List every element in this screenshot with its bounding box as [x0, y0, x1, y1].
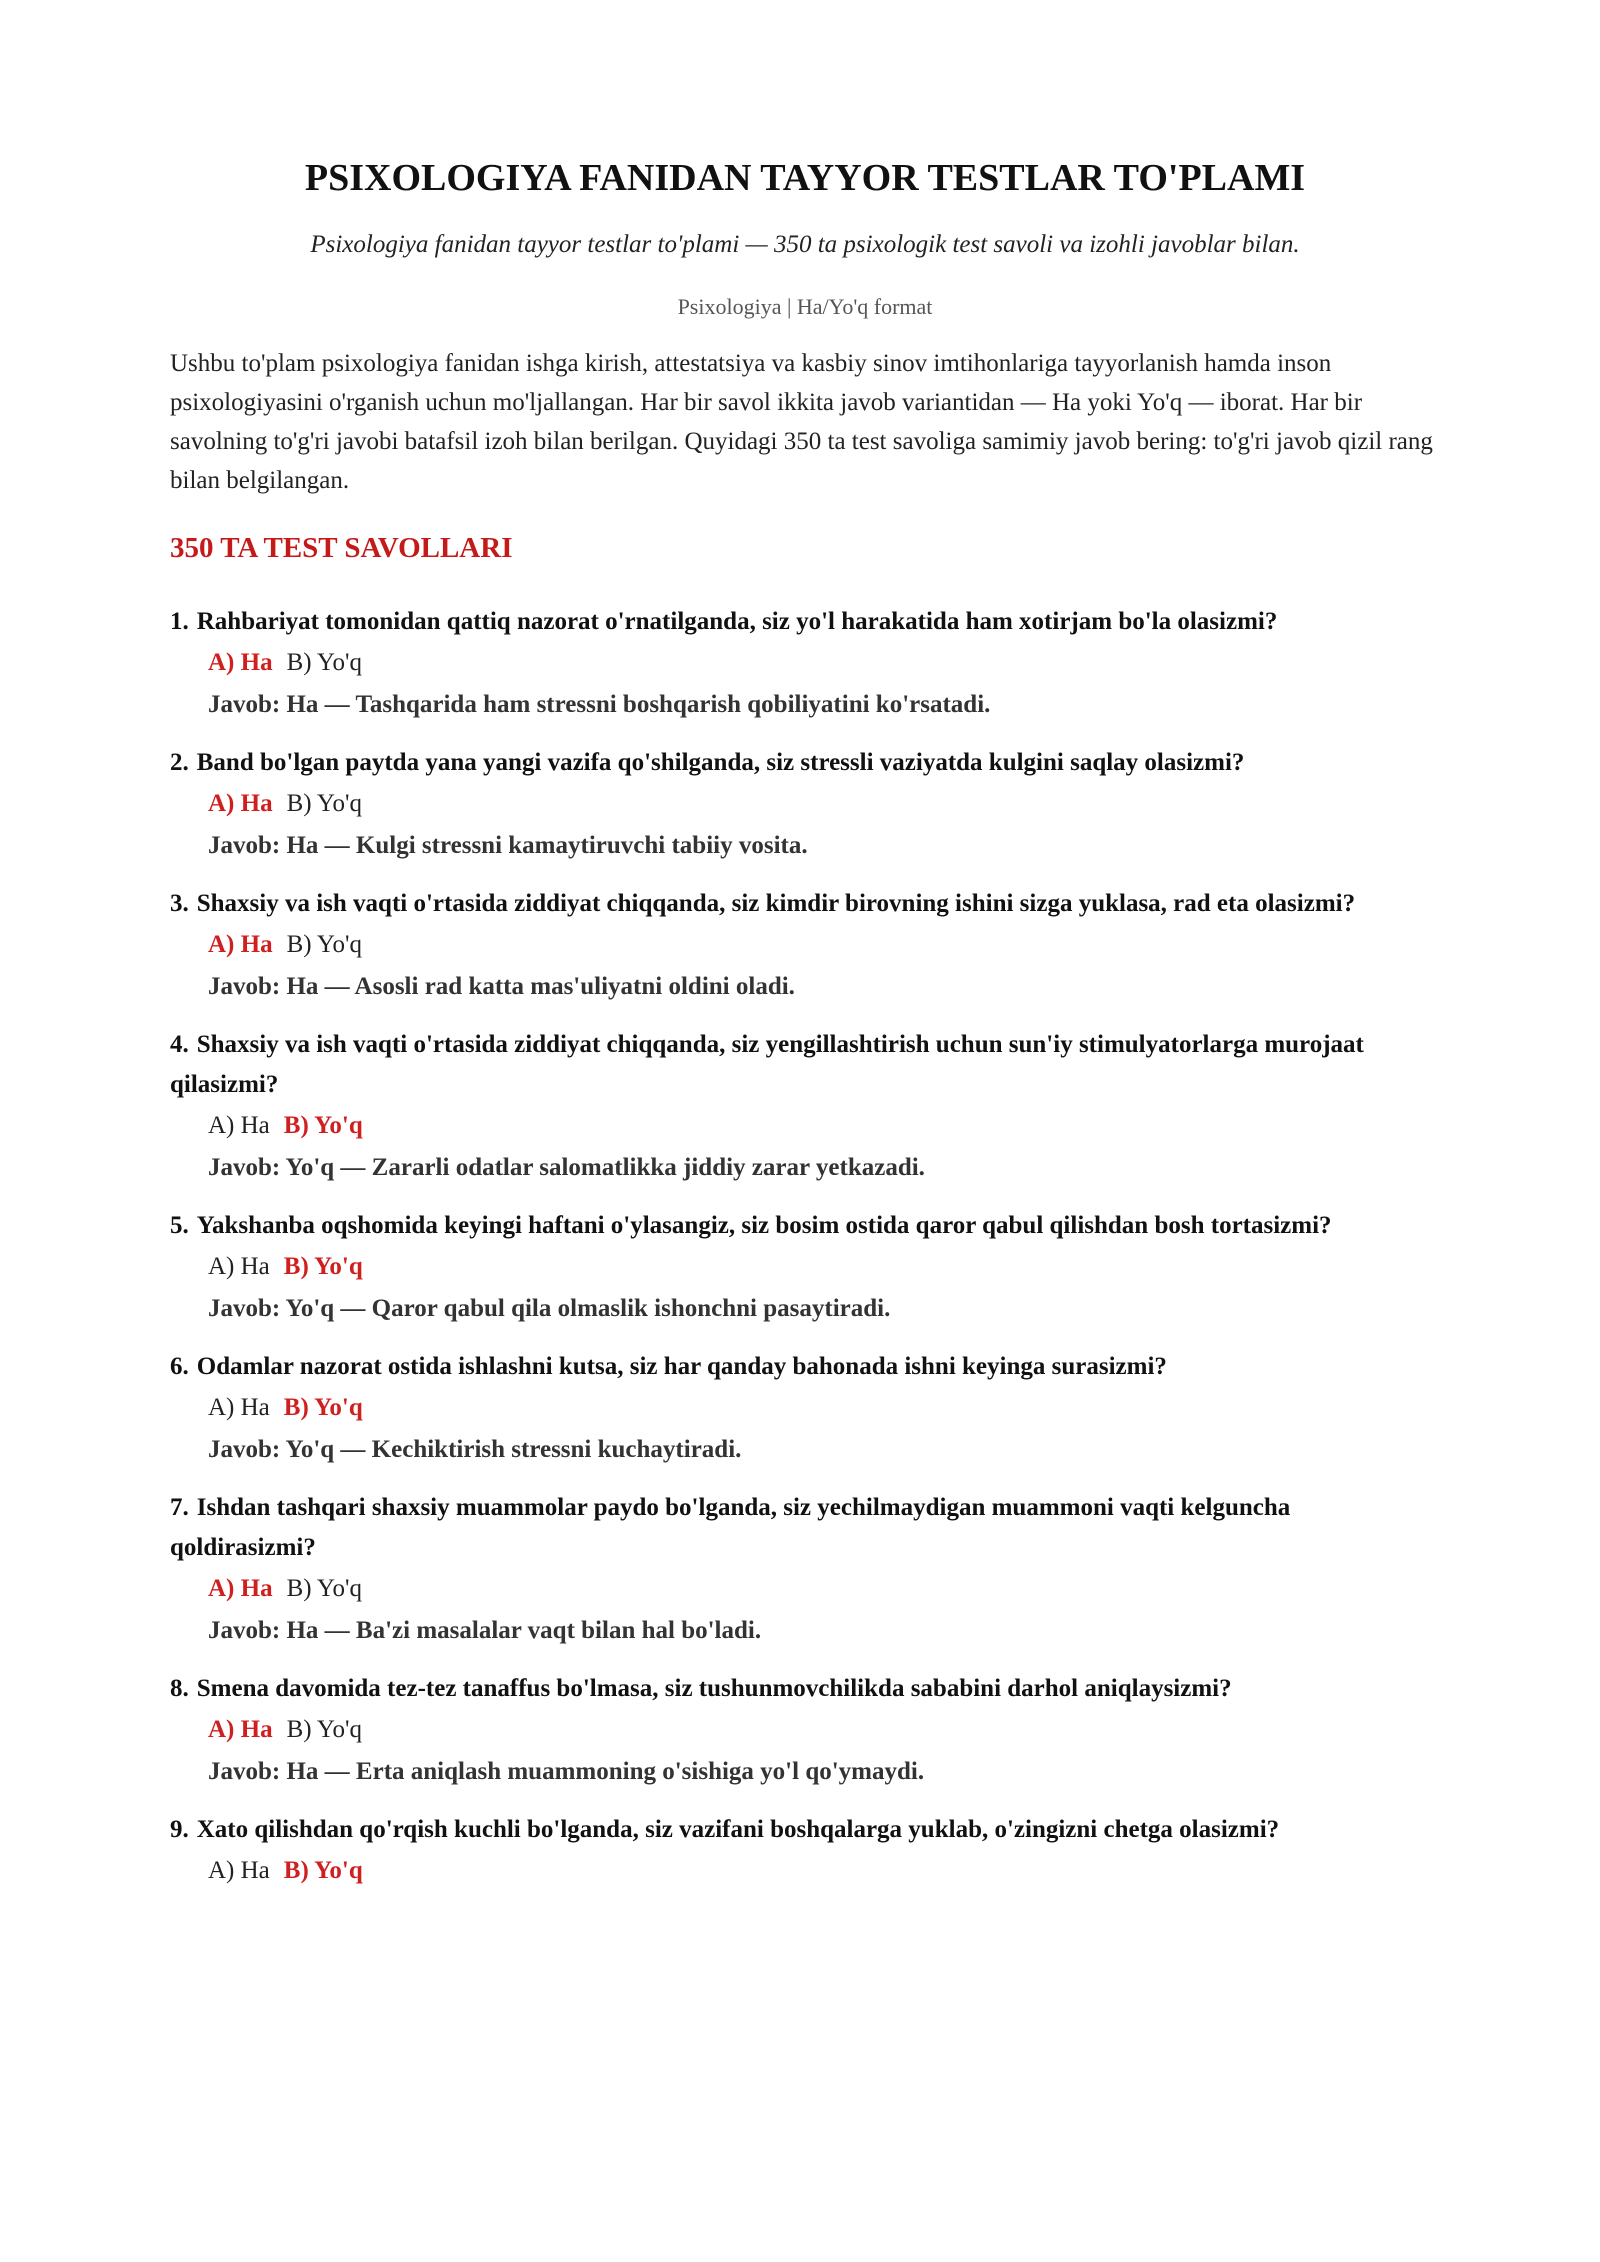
- document-meta: Psixologiya | Ha/Yo'q format: [677, 294, 933, 319]
- question-number: 7.: [170, 1494, 189, 1521]
- option-correct: A) Ha: [208, 649, 273, 676]
- question-text: [170, 1347, 1440, 1387]
- answer-explanation: Javob: Ha — Tashqarida ham stressni boshqarish qobiliyatini ko'rsatadi.: [208, 691, 991, 718]
- question-text: [170, 1206, 1440, 1246]
- option-correct: A) Ha: [208, 931, 273, 958]
- option-correct: A) Ha: [208, 1716, 273, 1743]
- question-body: Ishdan tashqari shaxsiy muammolar paydo bo'lganda, siz yechilmaydigan muammoni vaqti kelguncha qoldirasizmi?: [170, 1494, 1291, 1561]
- option: A) Ha: [208, 1857, 270, 1884]
- question-text: [170, 1669, 1440, 1709]
- option: B) Yo'q: [286, 1575, 362, 1602]
- option: B) Yo'q: [286, 931, 362, 958]
- question-number: 3.: [170, 890, 189, 917]
- option-correct: B) Yo'q: [283, 1112, 363, 1139]
- question-number: 5.: [170, 1212, 189, 1239]
- question-item: [170, 1347, 1440, 1471]
- question-text: [170, 884, 1440, 924]
- section-heading: 350 TA TEST SAVOLLARI: [170, 532, 513, 564]
- question-body: Shaxsiy va ish vaqti o'rtasida ziddiyat chiqqanda, siz kimdir birovning ishini sizga yuklasa, rad eta olasizmi?: [196, 890, 1356, 917]
- answer-options: [170, 1246, 1440, 1288]
- answer-options: [170, 642, 1440, 684]
- answer-options: [170, 1105, 1440, 1147]
- document-page: [170, 150, 1440, 1909]
- option-correct: B) Yo'q: [283, 1394, 363, 1421]
- answer-options: [170, 1387, 1440, 1429]
- option-correct: B) Yo'q: [283, 1253, 363, 1280]
- question-body: Yakshanba oqshomida keyingi haftani o'ylasangiz, siz bosim ostida qaror qabul qilishdan bosh tortasizmi?: [196, 1212, 1332, 1239]
- question-item: [170, 1206, 1440, 1330]
- question-list: [170, 602, 1440, 1892]
- question-text: [170, 1488, 1440, 1568]
- answer-explanation: Javob: Ha — Erta aniqlash muammoning o'sishiga yo'l qo'ymaydi.: [208, 1758, 925, 1785]
- question-body: Band bo'lgan paytda yana yangi vazifa qo'shilganda, siz stressli vaziyatda kulgini saqlay olasizmi?: [196, 749, 1245, 776]
- option: A) Ha: [208, 1253, 270, 1280]
- question-number: 6.: [170, 1353, 189, 1380]
- answer-options: [170, 783, 1440, 825]
- option-correct: A) Ha: [208, 790, 273, 817]
- question-body: Rahbariyat tomonidan qattiq nazorat o'rnatilganda, siz yo'l harakatida ham xotirjam bo'la olasizmi?: [196, 608, 1278, 635]
- question-text: [170, 602, 1440, 642]
- answer-options: [170, 1850, 1440, 1892]
- question-item: [170, 1025, 1440, 1189]
- question-body: Odamlar nazorat ostida ishlashni kutsa, siz har qanday bahonada ishni keyinga surasizmi?: [196, 1353, 1167, 1380]
- question-item: [170, 1669, 1440, 1793]
- question-text: [170, 1025, 1440, 1105]
- question-number: 8.: [170, 1675, 189, 1702]
- option: A) Ha: [208, 1112, 270, 1139]
- answer-options: [170, 924, 1440, 966]
- answer-explanation: Javob: Ha — Asosli rad katta mas'uliyatni oldini oladi.: [208, 973, 795, 1000]
- question-body: Xato qilishdan qo'rqish kuchli bo'lganda, siz vazifani boshqalarga yuklab, o'zingizni chetga olasizmi?: [196, 1816, 1280, 1843]
- answer-options: [170, 1568, 1440, 1610]
- option: B) Yo'q: [286, 790, 362, 817]
- question-item: [170, 743, 1440, 867]
- question-item: [170, 1810, 1440, 1892]
- question-item: [170, 884, 1440, 1008]
- question-text: [170, 743, 1440, 783]
- question-number: 2.: [170, 749, 189, 776]
- question-number: 4.: [170, 1031, 189, 1058]
- answer-explanation: Javob: Yo'q — Zararli odatlar salomatlikka jiddiy zarar yetkazadi.: [208, 1154, 925, 1181]
- question-item: [170, 1488, 1440, 1652]
- option-correct: B) Yo'q: [283, 1857, 363, 1884]
- question-text: [170, 1810, 1440, 1850]
- answer-explanation: Javob: Yo'q — Kechiktirish stressni kuchaytiradi.: [208, 1436, 742, 1463]
- question-item: [170, 602, 1440, 726]
- question-body: Shaxsiy va ish vaqti o'rtasida ziddiyat chiqqanda, siz yengillashtirish uchun sun'iy stimulyatorlarga murojaat qilasizmi?: [170, 1031, 1364, 1098]
- answer-options: [170, 1709, 1440, 1751]
- option: B) Yo'q: [286, 649, 362, 676]
- question-number: 1.: [170, 608, 189, 635]
- intro-paragraph: Ushbu to'plam psixologiya fanidan ishga kirish, attestatsiya va kasbiy sinov imtihonlariga tayyorlanish hamda inson psixologiyasini o'rganish uchun mo'ljallangan. Har bir savol ikkita javob variantidan — Ha yoki Yo'q — iborat. Har bir savolning to'g'ri javobi batafsil izoh bilan berilgan. Quyidagi 350 ta test savoliga samimiy javob bering: to'g'ri javob qizil rang bilan belgilangan.: [170, 350, 1433, 494]
- question-body: Smena davomida tez-tez tanaffus bo'lmasa, siz tushunmovchilikda sababini darhol aniqlaysizmi?: [196, 1675, 1232, 1702]
- option: A) Ha: [208, 1394, 270, 1421]
- answer-explanation: Javob: Yo'q — Qaror qabul qila olmaslik ishonchni pasaytiradi.: [208, 1295, 891, 1322]
- question-number: 9.: [170, 1816, 189, 1843]
- document-subtitle: Psixologiya fanidan tayyor testlar to'plami — 350 ta psixologik test savoli va izohli javoblar bilan.: [310, 231, 1300, 258]
- answer-explanation: Javob: Ha — Kulgi stressni kamaytiruvchi tabiiy vosita.: [208, 832, 808, 859]
- document-title: PSIXOLOGIYA FANIDAN TAYYOR TESTLAR TO'PLAMI: [304, 157, 1306, 199]
- option: B) Yo'q: [286, 1716, 362, 1743]
- answer-explanation: Javob: Ha — Ba'zi masalalar vaqt bilan hal bo'ladi.: [208, 1617, 762, 1644]
- option-correct: A) Ha: [208, 1575, 273, 1602]
